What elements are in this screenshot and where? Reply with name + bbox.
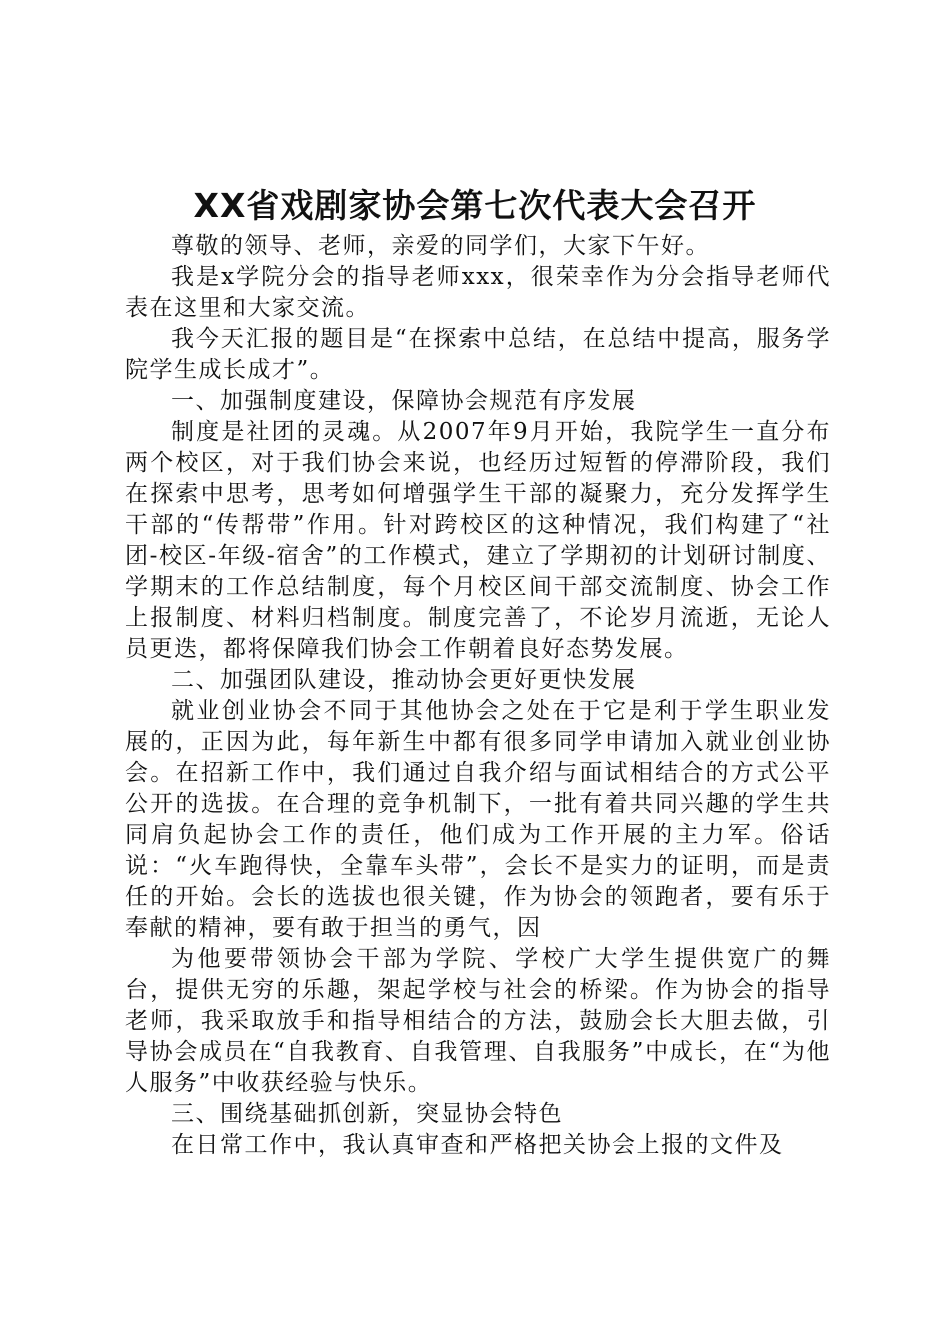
section-heading-2: 二、加强团队建设，推动协会更好更快发展 — [171, 667, 637, 693]
section-2-paragraph-1: 就业创业协会不同于其他协会之处在于它是利于学生职业发展的，正因为此，每年新生中都有很多同学申请加入就业创业协会。在招新工作中，我们通过自我介绍与面试相结合的方式公平公开的选拔。在合理的竞争机制下，一批有着共同兴趣的学生共同肩负起协会工作的责任，他们成为工作开展的主力军。俗话说：“火车跑得快，全靠车头带”，会长不是实力的证明，而是责任的开始。会长的选拔也很关键，作为协会的领跑者，要有乐于奉献的精神，要有敢于担当的勇气，因 — [125, 698, 831, 941]
section-3-paragraph: 在日常工作中，我认真审查和严格把关协会上报的文件及 — [171, 1132, 784, 1158]
document-title: XX省戏剧家协会第七次代表大会召开 — [193, 186, 757, 225]
section-heading-1: 一、加强制度建设，保障协会规范有序发展 — [171, 388, 637, 414]
intro-paragraph: 我是x学院分会的指导老师xxx，很荣幸作为分会指导老师代表在这里和大家交流。 — [125, 264, 831, 321]
section-heading-3: 三、围绕基础抓创新，突显协会特色 — [171, 1101, 563, 1127]
section-2-paragraph-2: 为他要带领协会干部为学院、学校广大学生提供宽广的舞台，提供无穷的乐趣，架起学校与社会的桥梁。作为协会的指导老师，我采取放手和指导相结合的方法，鼓励会长大胆去做，引导协会成员在“自我教育、自我管理、自我服务”中成长，在“为他人服务”中收获经验与快乐。 — [125, 946, 831, 1096]
topic-paragraph: 我今天汇报的题目是“在探索中总结，在总结中提高，服务学院学生成长成才”。 — [125, 326, 831, 383]
section-1-paragraph: 制度是社团的灵魂。从2007年9月开始，我院学生一直分布两个校区，对于我们协会来说，也经历过短暂的停滞阶段，我们在探索中思考，思考如何增强学生干部的凝聚力，充分发挥学生干部的“传帮带”作用。针对跨校区的这种情况，我们构建了“社团-校区-年级-宿舍”的工作模式，建立了学期初的计划研讨制度、学期末的工作总结制度，每个月校区间干部交流制度、协会工作上报制度、材料归档制度。制度完善了，不论岁月流逝，无论人员更迭，都将保障我们协会工作朝着良好态势发展。 — [125, 419, 831, 662]
greeting-paragraph: 尊敬的领导、老师，亲爱的同学们，大家下午好。 — [171, 233, 710, 259]
document-body — [125, 231, 831, 1161]
